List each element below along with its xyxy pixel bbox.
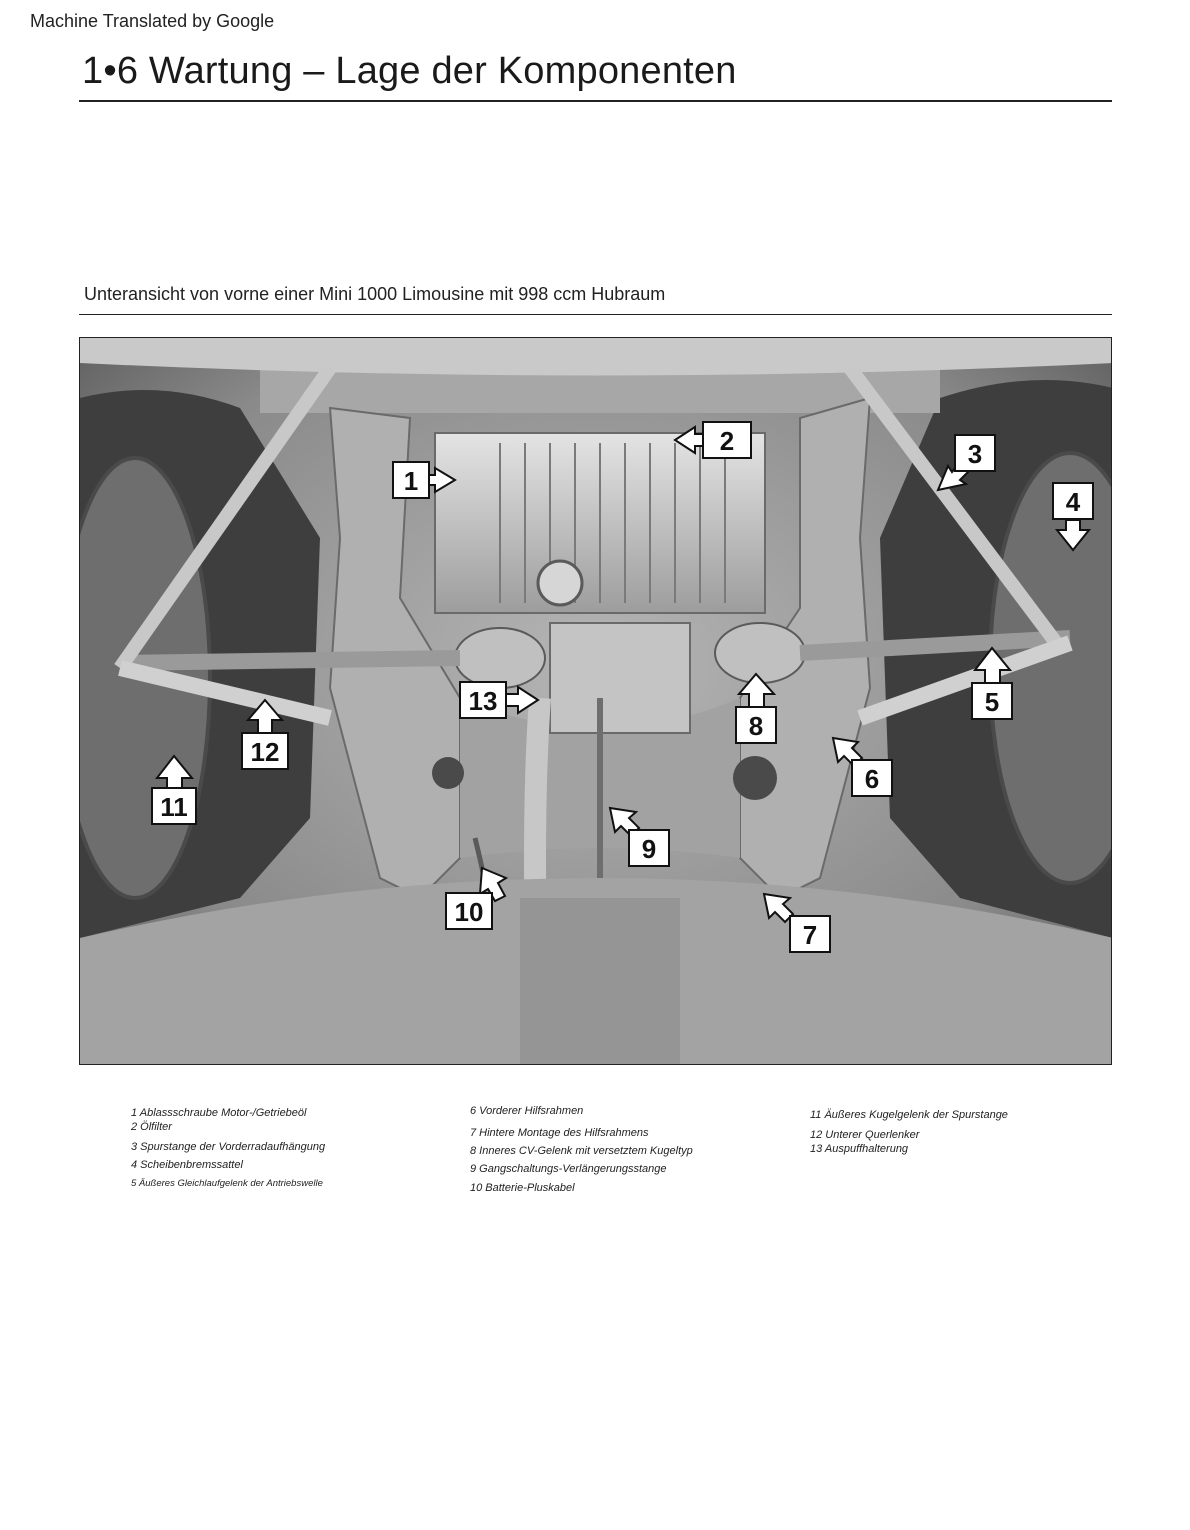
- legend-item: 1 Ablassschraube Motor-/Getriebeöl: [131, 1107, 307, 1119]
- left-inner-cv-joint: [455, 628, 545, 688]
- legend-item: 9 Gangschaltungs-Verlängerungsstange: [470, 1163, 667, 1175]
- legend-item: 2 Ölfilter: [131, 1121, 172, 1133]
- callout-3-label: 3: [967, 439, 983, 469]
- legend-item: 12 Unterer Querlenker: [810, 1129, 920, 1141]
- callout-13-label: 13: [468, 686, 498, 716]
- title-rule: [79, 100, 1112, 102]
- drain-plug: [538, 561, 582, 605]
- legend-item: 6 Vorderer Hilfsrahmen: [470, 1105, 584, 1117]
- photo-illustration: [80, 338, 1112, 1065]
- callout-4-label: 4: [1065, 487, 1081, 517]
- callout-11-label: 11: [160, 792, 188, 822]
- callout-10-label: 10: [454, 897, 484, 927]
- tunnel: [520, 898, 680, 1065]
- legend-column-2: [470, 1104, 693, 1195]
- legend-item: 5 Äußeres Gleichlaufgelenk der Antriebswelle: [131, 1178, 323, 1189]
- legend-column-3: [810, 1108, 1008, 1156]
- subframe-hole-left: [432, 757, 464, 789]
- legend-item: 3 Spurstange der Vorderradaufhängung: [131, 1141, 326, 1153]
- legend-item: 7 Hintere Montage des Hilfsrahmens: [470, 1127, 649, 1139]
- legend-item: 8 Inneres CV-Gelenk mit versetztem Kugeltyp: [470, 1145, 693, 1157]
- machine-translation-banner: Machine Translated by Google: [30, 11, 275, 31]
- underside-photo: [79, 337, 1112, 1065]
- callout-12-label: 12: [250, 737, 280, 767]
- right-inner-cv-joint: [715, 623, 805, 683]
- subframe-hole-right: [733, 756, 777, 800]
- differential-housing: [550, 623, 690, 733]
- left-driveshaft: [120, 658, 460, 663]
- callout-1-label: 1: [403, 466, 419, 496]
- callout-5-label: 5: [984, 687, 1000, 717]
- caption-rule: [79, 314, 1112, 315]
- legend-item: 11 Äußeres Kugelgelenk der Spurstange: [810, 1109, 1008, 1121]
- legend-item: 10 Batterie-Pluskabel: [470, 1182, 575, 1194]
- legend-item: 4 Scheibenbremssattel: [131, 1159, 243, 1171]
- page-title: 1•6 Wartung – Lage der Komponenten: [82, 50, 737, 92]
- callout-9-label: 9: [641, 834, 657, 864]
- callout-7-label: 7: [802, 920, 818, 950]
- callout-6-label: 6: [864, 764, 880, 794]
- legend-column-1: [131, 1106, 325, 1191]
- callout-8-label: 8: [748, 711, 764, 741]
- photo-caption: Unteransicht von vorne einer Mini 1000 Limousine mit 998 ccm Hubraum: [84, 284, 666, 304]
- callout-2-label: 2: [719, 426, 735, 456]
- legend-item: 13 Auspuffhalterung: [810, 1143, 909, 1155]
